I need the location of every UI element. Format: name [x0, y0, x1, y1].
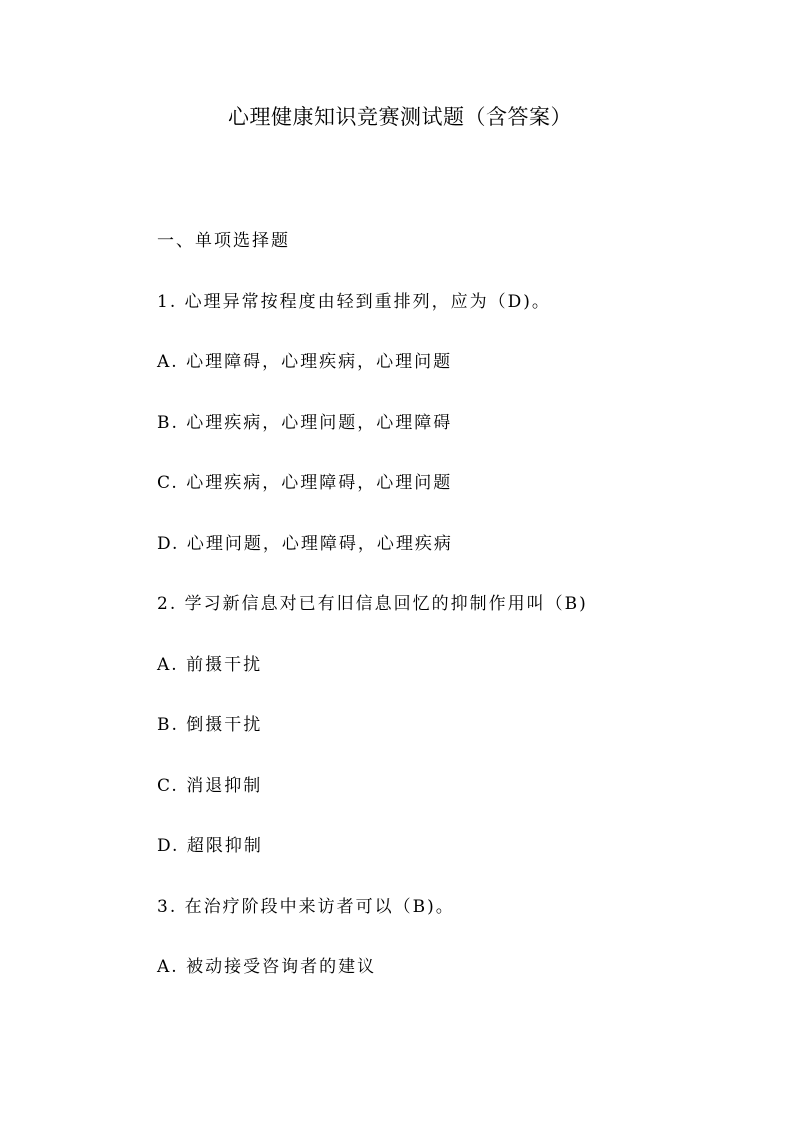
question-1-option-b: B. 心理疾病，心理问题，心理障碍 — [157, 413, 453, 433]
question-3-stem: 3. 在治疗阶段中来访者可以（B)。 — [157, 897, 455, 917]
question-3-option-a: A. 被动接受咨询者的建议 — [157, 957, 377, 977]
question-1-stem: 1. 心理异常按程度由轻到重排列，应为（D)。 — [157, 292, 551, 312]
question-1-option-d: D. 心理问题，心理障碍，心理疾病 — [157, 534, 453, 554]
question-2-option-b: B. 倒摄干扰 — [157, 715, 263, 735]
question-1-option-c: C. 心理疾病，心理障碍，心理问题 — [157, 473, 453, 493]
question-2-option-a: A. 前摄干扰 — [157, 655, 263, 675]
question-2-stem: 2. 学习新信息对已有旧信息回忆的抑制作用叫（B) — [157, 594, 588, 614]
question-1-option-a: A. 心理障碍，心理疾病，心理问题 — [157, 352, 453, 372]
question-2-option-c: C. 消退抑制 — [157, 776, 263, 796]
section-heading: 一、单项选择题 — [157, 231, 290, 251]
question-2-option-d: D. 超限抑制 — [157, 836, 263, 856]
document-title: 心理健康知识竞赛测试题（含答案） — [228, 105, 572, 129]
